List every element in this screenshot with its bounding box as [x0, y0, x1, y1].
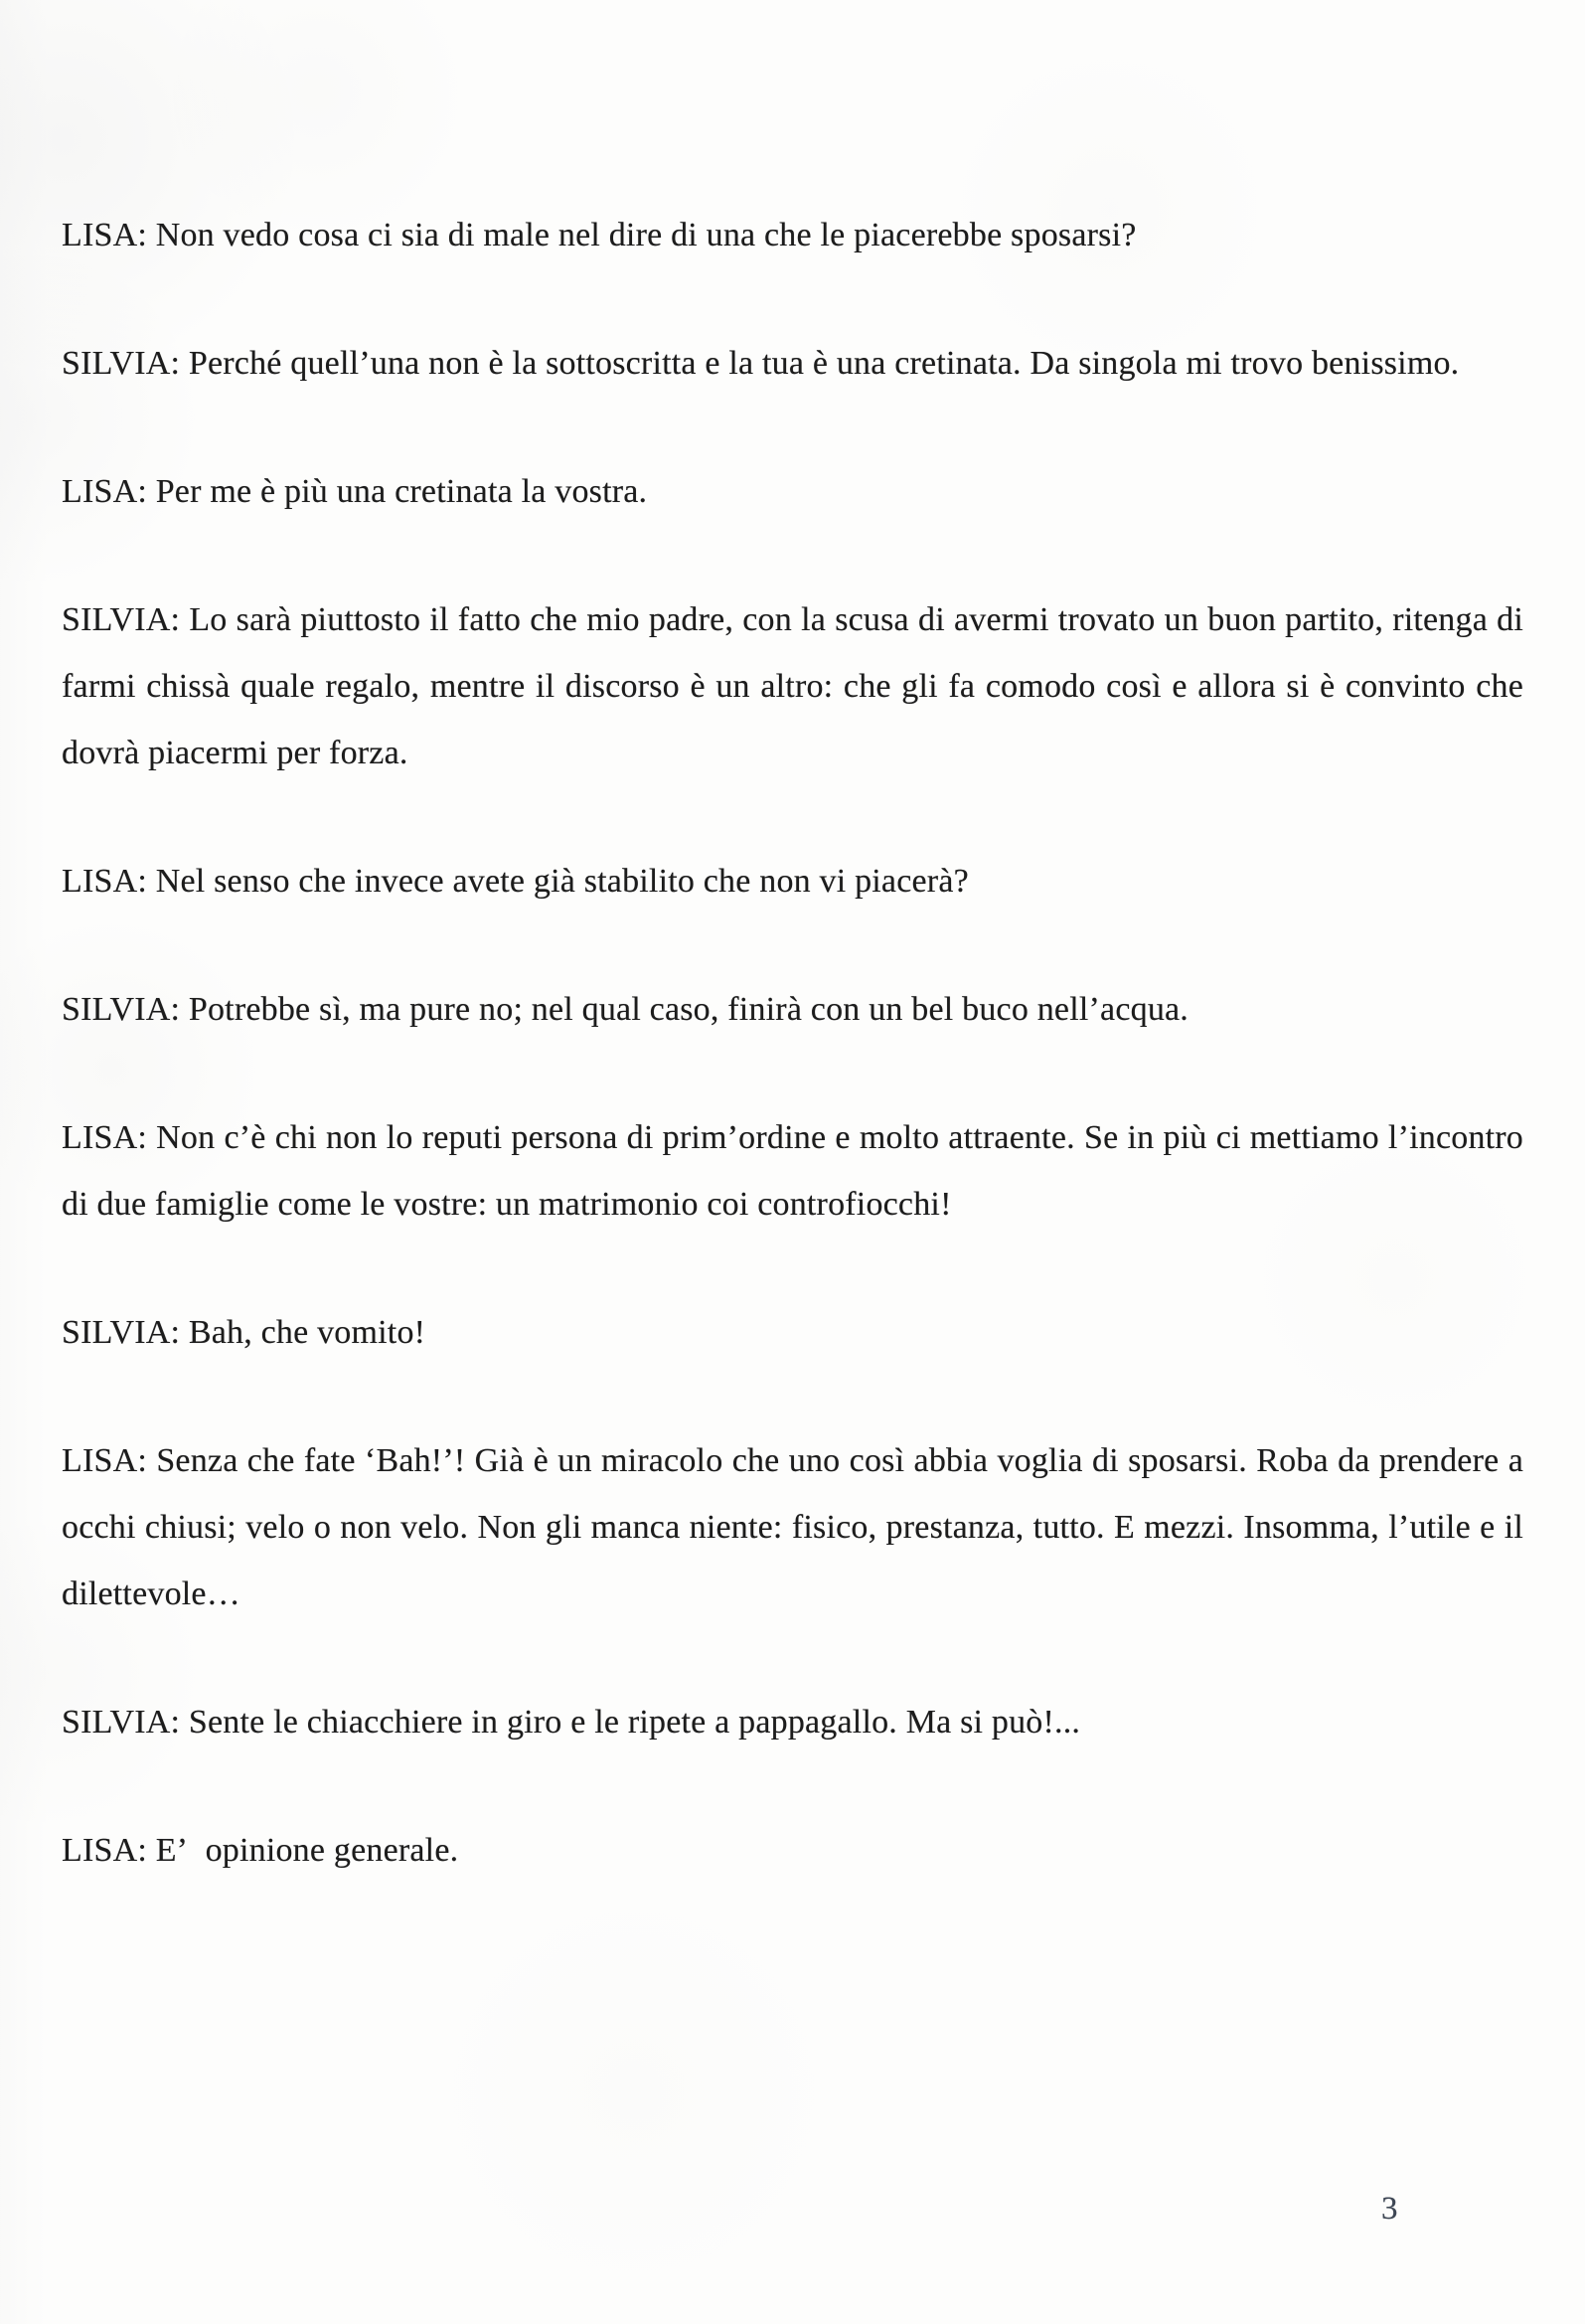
dialogue-paragraph-09 — [62, 1427, 1523, 1627]
dialogue-paragraph-07 — [62, 1104, 1523, 1238]
dialogue-paragraph-05 — [62, 848, 1523, 914]
dialogue-paragraph-02 — [62, 330, 1523, 397]
speaker-label: SILVIA: — [62, 601, 181, 638]
speaker-label: LISA: — [62, 473, 147, 510]
page-number: 3 — [1381, 2191, 1398, 2227]
dialogue-paragraph-01 — [62, 202, 1523, 268]
speaker-label: SILVIA: — [62, 1314, 181, 1351]
dialogue-text: Non c’è chi non lo reputi persona di prim’ordine e molto attraente. Se in più ci mettiamo l’incontro di due famiglie come le vostre: un matrimonio coi controfiocchi! — [62, 1119, 1524, 1223]
dialogue-paragraph-08 — [62, 1299, 1523, 1366]
dialogue-text: Per me è più una cretinata la vostra. — [155, 473, 648, 510]
dialogue-text: Lo sarà piuttosto il fatto che mio padre, con la scusa di avermi trovato un buon partito, ritenga di farmi chissà quale regalo, mentre il discorso è un altro: che gli fa comodo così e allora si è convinto che dovrà piacermi per forza. — [62, 601, 1524, 771]
dialogue-text: Nel senso che invece avete già stabilito che non vi piacerà? — [155, 863, 969, 900]
speaker-label: LISA: — [62, 1119, 147, 1156]
speaker-label: LISA: — [62, 1832, 147, 1869]
speaker-label: LISA: — [62, 217, 147, 253]
dialogue-paragraph-03 — [62, 458, 1523, 525]
dialogue-text: Perché quell’una non è la sottoscritta e la tua è una cretinata. Da singola mi trovo benissimo. — [188, 345, 1460, 382]
dialogue-paragraph-11 — [62, 1817, 1523, 1884]
dialogue-paragraph-04 — [62, 586, 1523, 786]
dialogue-text: Bah, che vomito! — [188, 1314, 426, 1351]
speaker-label: SILVIA: — [62, 345, 181, 382]
dialogue-paragraph-06 — [62, 976, 1523, 1043]
dialogue-text: Senza che fate ‘Bah!’! Già è un miracolo che uno così abbia voglia di sposarsi. Roba da prendere a occhi chiusi; velo o non velo. Non gli manca niente: fisico, prestanza, tutto. E mezzi. Insomma, l’utile e il dilettevole… — [62, 1442, 1523, 1612]
dialogue-text: E’ opinione generale. — [155, 1832, 459, 1869]
dialogue-text: Potrebbe sì, ma pure no; nel qual caso, finirà con un bel buco nell’acqua. — [188, 991, 1189, 1028]
dialogue-text: Non vedo cosa ci sia di male nel dire di una che le piacerebbe sposarsi? — [155, 217, 1137, 253]
dialogue-paragraph-10 — [62, 1689, 1523, 1755]
dialogue-text: Sente le chiacchiere in giro e le ripete a pappagallo. Ma si può!... — [188, 1704, 1081, 1741]
speaker-label: LISA: — [62, 1442, 147, 1479]
speaker-label: SILVIA: — [62, 991, 181, 1028]
speaker-label: SILVIA: — [62, 1704, 181, 1741]
speaker-label: LISA: — [62, 863, 147, 900]
